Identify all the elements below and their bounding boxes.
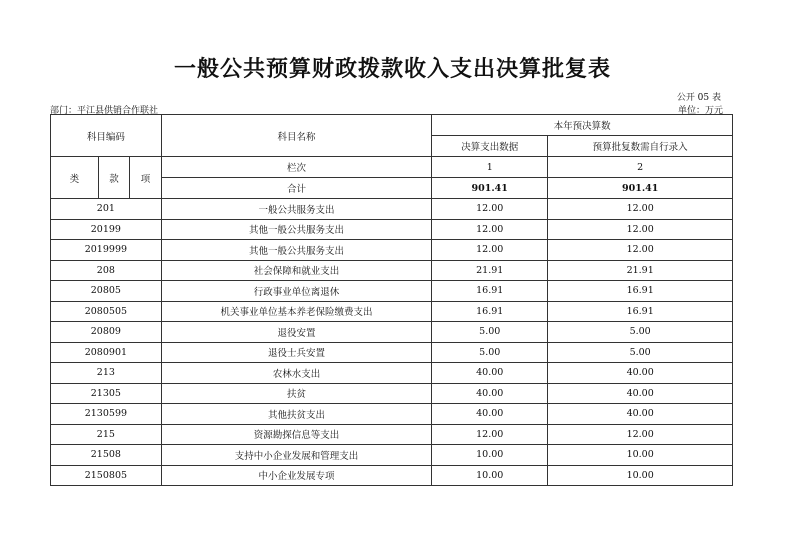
row-final-value: 10.00 [432, 445, 548, 466]
header-subject-name: 科目名称 [161, 115, 431, 157]
unit-label: 单位：万元 [677, 106, 723, 116]
table-row [51, 301, 733, 322]
row-subject-name: 退役安置 [161, 322, 431, 343]
row-final-value: 40.00 [432, 363, 548, 384]
table-row [51, 383, 733, 404]
table-row [51, 342, 733, 363]
row-subject-name: 机关事业单位基本养老保险缴费支出 [161, 301, 431, 322]
row-subject-name: 行政事业单位离退休 [161, 281, 431, 302]
row-approved-value: 10.00 [548, 445, 733, 466]
row-subject-name: 其他一般公共服务支出 [161, 219, 431, 240]
row-final-value: 21.91 [432, 260, 548, 281]
row-approved-value: 12.00 [548, 424, 733, 445]
row-subject-name: 中小企业发展专项 [161, 465, 431, 486]
row-code: 2080901 [51, 342, 162, 363]
row-final-value: 40.00 [432, 404, 548, 425]
row-subject-name: 资源勘探信息等支出 [161, 424, 431, 445]
table-row [51, 260, 733, 281]
row-subject-name: 一般公共服务支出 [161, 199, 431, 220]
header-col-2: 2 [548, 157, 733, 178]
header-row-1 [51, 115, 733, 136]
table-row [51, 240, 733, 261]
row-approved-value: 12.00 [548, 219, 733, 240]
row-approved-value: 5.00 [548, 322, 733, 343]
row-approved-value: 12.00 [548, 199, 733, 220]
row-final-value: 12.00 [432, 240, 548, 261]
row-code: 2150805 [51, 465, 162, 486]
row-subject-name: 社会保障和就业支出 [161, 260, 431, 281]
row-approved-value: 12.00 [548, 240, 733, 261]
row-final-value: 16.91 [432, 281, 548, 302]
department-label: 部门：平江县供销合作联社 [50, 106, 159, 116]
table-row [51, 281, 733, 302]
row-code: 21305 [51, 383, 162, 404]
row-code: 2019999 [51, 240, 162, 261]
header-row-3 [51, 157, 733, 178]
header-xiang: 项 [130, 157, 162, 199]
header-current-year: 本年预决算数 [432, 115, 733, 136]
row-final-value: 12.00 [432, 424, 548, 445]
table-row [51, 445, 733, 466]
table-row [51, 363, 733, 384]
row-subject-name: 支持中小企业发展和管理支出 [161, 445, 431, 466]
row-code: 213 [51, 363, 162, 384]
row-approved-value: 10.00 [548, 465, 733, 486]
row-code: 215 [51, 424, 162, 445]
row-subject-name: 退役士兵安置 [161, 342, 431, 363]
row-approved-value: 21.91 [548, 260, 733, 281]
row-approved-value: 40.00 [548, 383, 733, 404]
row-approved-value: 16.91 [548, 301, 733, 322]
table-row [51, 199, 733, 220]
row-approved-value: 16.91 [548, 281, 733, 302]
header-subject-code: 科目编码 [51, 115, 162, 157]
header-lei: 类 [51, 157, 99, 199]
row-subject-name: 其他扶贫支出 [161, 404, 431, 425]
row-approved-value: 40.00 [548, 404, 733, 425]
row-subject-name: 扶贫 [161, 383, 431, 404]
row-final-value: 12.00 [432, 219, 548, 240]
row-final-value: 5.00 [432, 322, 548, 343]
row-code: 201 [51, 199, 162, 220]
total-final: 901.41 [432, 178, 548, 199]
row-code: 20809 [51, 322, 162, 343]
table-row [51, 322, 733, 343]
row-code: 20199 [51, 219, 162, 240]
header-kuan: 款 [98, 157, 129, 199]
page-title: 一般公共预算财政拨款收入支出决算批复表 [173, 56, 611, 82]
budget-table [50, 114, 733, 486]
header-column-order: 栏次 [161, 157, 431, 178]
header-final-expenditure: 决算支出数据 [432, 136, 548, 157]
table-row [51, 404, 733, 425]
header-col-1: 1 [432, 157, 548, 178]
row-code: 21508 [51, 445, 162, 466]
row-code: 208 [51, 260, 162, 281]
row-final-value: 16.91 [432, 301, 548, 322]
row-final-value: 10.00 [432, 465, 548, 486]
row-subject-name: 其他一般公共服务支出 [161, 240, 431, 261]
row-final-value: 40.00 [432, 383, 548, 404]
row-approved-value: 5.00 [548, 342, 733, 363]
row-subject-name: 农林水支出 [161, 363, 431, 384]
table-row [51, 424, 733, 445]
row-code: 2130599 [51, 404, 162, 425]
form-number: 公开 05 表 [676, 93, 721, 103]
header-approved-budget: 预算批复数需自行录入 [548, 136, 733, 157]
row-code: 20805 [51, 281, 162, 302]
row-approved-value: 40.00 [548, 363, 733, 384]
row-final-value: 5.00 [432, 342, 548, 363]
total-approved: 901.41 [548, 178, 733, 199]
table-row [51, 219, 733, 240]
row-code: 2080505 [51, 301, 162, 322]
row-final-value: 12.00 [432, 199, 548, 220]
total-label: 合计 [161, 178, 431, 199]
table-row [51, 465, 733, 486]
